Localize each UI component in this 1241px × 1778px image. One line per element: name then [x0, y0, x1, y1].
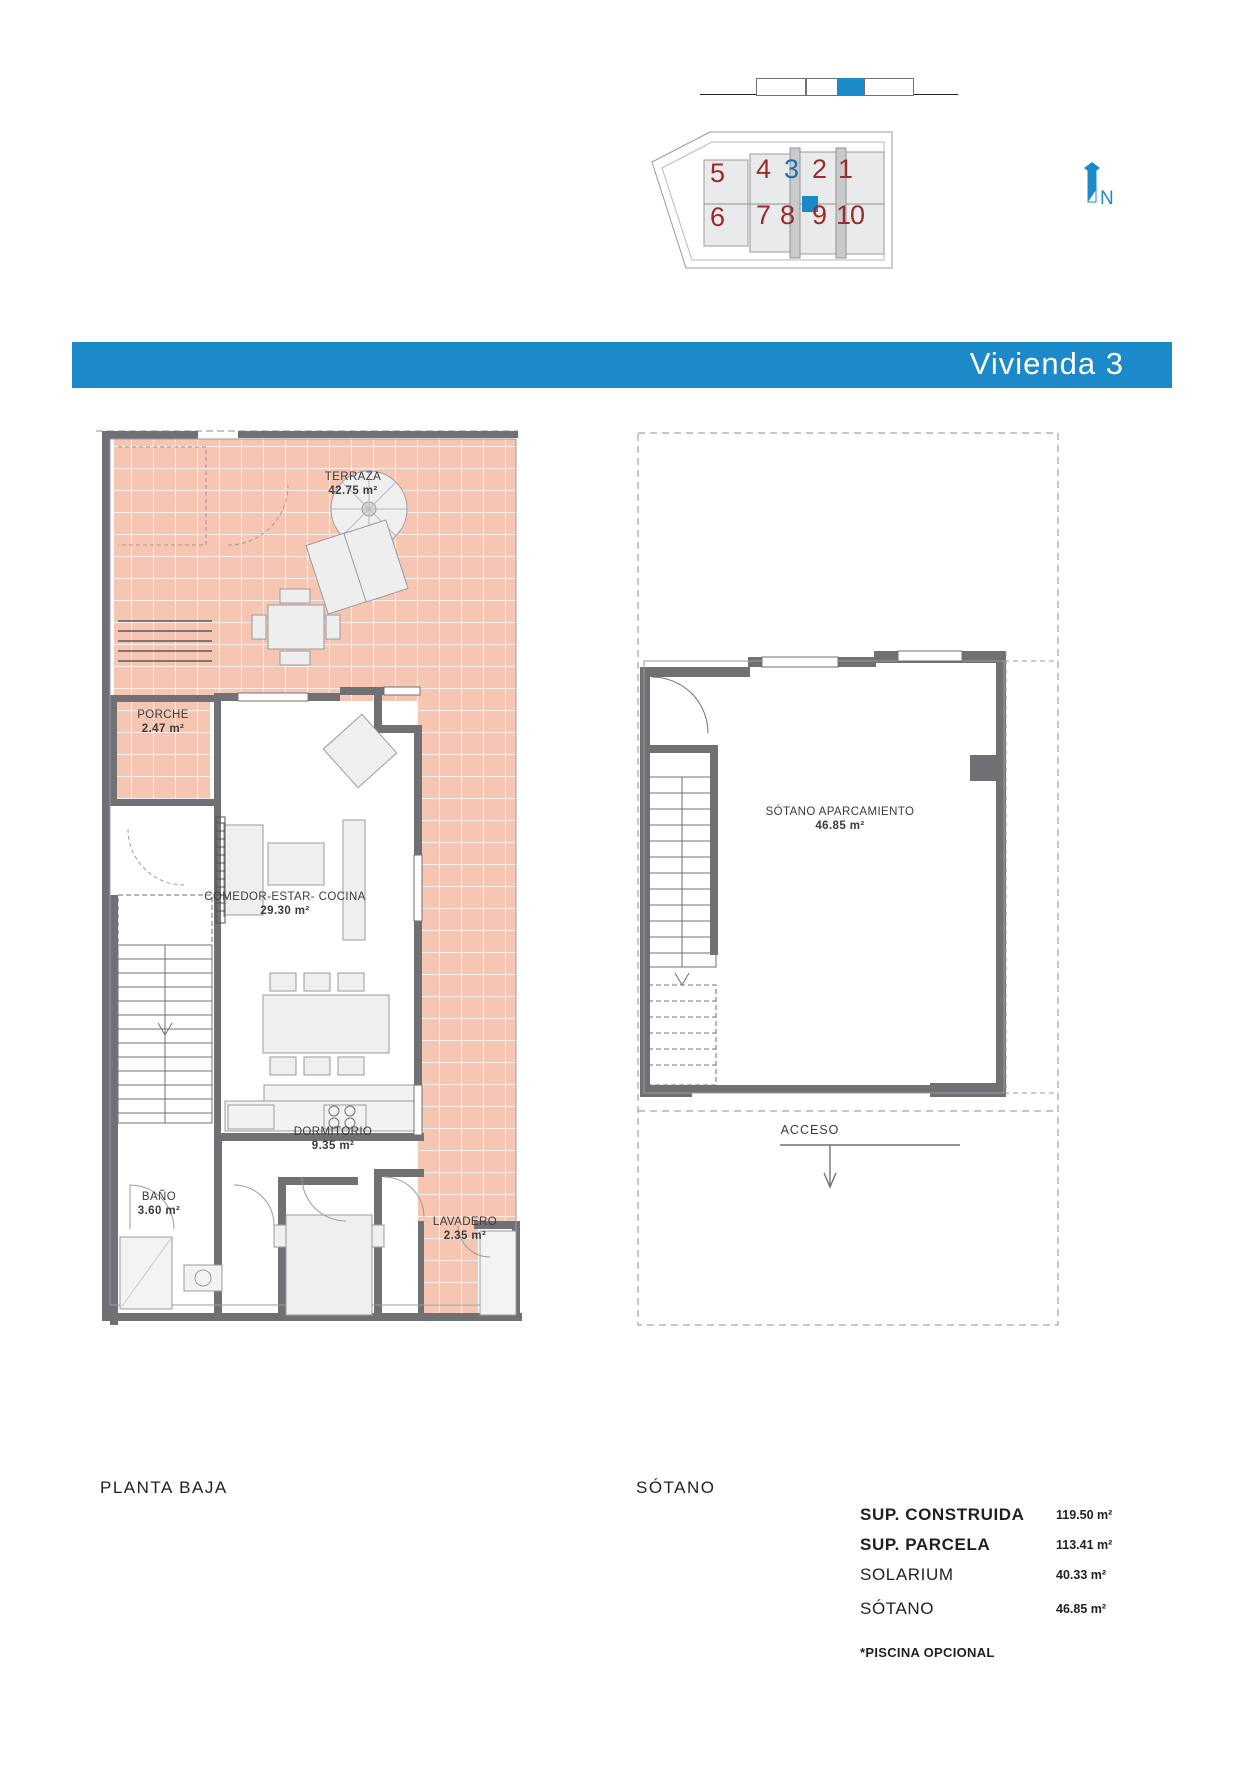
annotation-acceso: ACCESO — [780, 1123, 840, 1137]
room-label-comedor-estar-cocina: COMEDOR-ESTAR- COCINA 29.30 m² — [204, 891, 366, 917]
surface-value: 46.85 m² — [1056, 1602, 1107, 1616]
surface-row — [860, 1565, 1180, 1599]
room-label-porche: PORCHE 2.47 m² — [137, 709, 189, 735]
floorplan-planta-baja-svg — [88, 425, 558, 1445]
key-plan-strip — [700, 70, 960, 104]
key-plan-number-10[interactable]: 10 — [836, 200, 865, 230]
floorplan-sotano — [630, 425, 1110, 1465]
key-plan-number-7[interactable]: 7 — [756, 200, 771, 230]
surface-label: SUP. CONSTRUIDA — [860, 1505, 1025, 1524]
surface-label: SOLARIUM — [860, 1565, 954, 1584]
room-label-bano: BAÑO 3.60 m² — [137, 1191, 181, 1217]
surface-value: 40.33 m² — [1056, 1568, 1107, 1582]
floorplan-planta-baja — [88, 425, 558, 1445]
key-plan-number-4[interactable]: 4 — [756, 154, 771, 184]
floor-label-sotano: SÓTANO — [636, 1478, 716, 1497]
key-plan-number-6[interactable]: 6 — [710, 202, 725, 232]
key-plan-cell-1[interactable] — [756, 78, 806, 96]
surface-row — [860, 1505, 1180, 1535]
surface-note: *PISCINA OPCIONAL — [860, 1645, 995, 1660]
key-plan-number-5[interactable]: 5 — [710, 158, 725, 188]
key-plan — [700, 70, 1000, 285]
surface-label: SÓTANO — [860, 1599, 935, 1618]
key-plan-cell-selected[interactable] — [838, 78, 864, 96]
title-bar — [72, 342, 1172, 388]
floorplan-sotano-svg — [630, 425, 1110, 1465]
key-plan-cell-2[interactable] — [806, 78, 838, 96]
room-label-dormitorio: DORMITORIO 9.35 m² — [293, 1126, 373, 1152]
key-plan-block — [640, 118, 950, 283]
north-arrow-icon — [1070, 160, 1120, 230]
surface-row — [860, 1599, 1180, 1629]
key-plan-outline-svg — [640, 118, 950, 283]
svg-text:N: N — [1100, 188, 1114, 209]
room-label-terraza: TERRAZA 42.75 m² — [324, 471, 382, 497]
key-plan-number-8[interactable]: 8 — [780, 200, 795, 230]
key-plan-number-9[interactable]: 9 — [812, 200, 827, 230]
key-plan-cell-4[interactable] — [864, 78, 914, 96]
floor-label-planta-baja: PLANTA BAJA — [100, 1478, 228, 1497]
room-label-lavadero: LAVADERO 2.35 m² — [432, 1216, 498, 1242]
key-plan-number-3[interactable]: 3 — [784, 154, 799, 184]
key-plan-number-2[interactable]: 2 — [812, 154, 827, 184]
surface-row — [860, 1535, 1180, 1565]
surface-value: 119.50 m² — [1056, 1508, 1113, 1522]
surface-summary — [860, 1505, 1180, 1660]
key-plan-number-1[interactable]: 1 — [838, 154, 853, 184]
surface-label: SUP. PARCELA — [860, 1535, 991, 1554]
surface-value: 113.41 m² — [1056, 1538, 1113, 1552]
page-title: Vivienda 3 — [969, 346, 1124, 381]
room-label-sotano-aparcamiento: SÓTANO APARCAMIENTO 46.85 m² — [765, 806, 915, 832]
